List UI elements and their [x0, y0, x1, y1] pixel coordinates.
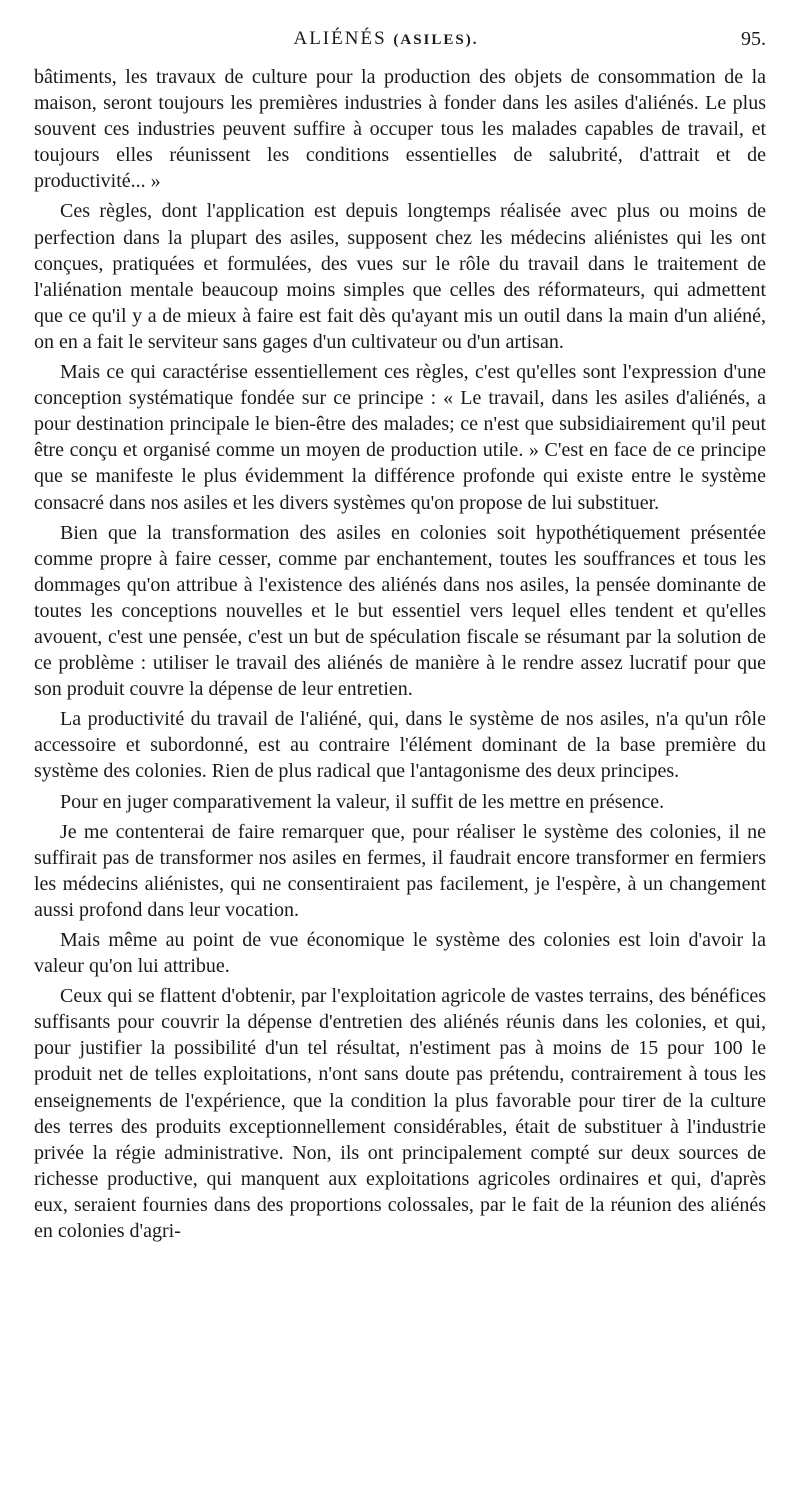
paragraph: Ces règles, dont l'application est depuis longtemps réalisée avec plus ou moins de perfection dans la plupart des asiles, supposent chez les médecins aliénistes qui les ont conçues, pratiquées et formulées, des vues sur le rôle du travail dans le traitement de l'aliénation mentale beaucoup moins simples que celles des réformateurs, qui admettent que ce qu'il y a de mieux à faire est fait dès qu'ayant mis un outil dans la main d'un aliéné, on en a fait le serviteur sans gages d'un cultivateur ou d'un artisan. [34, 200, 766, 353]
body-text [34, 64, 766, 1244]
paragraph: La productivité du travail de l'aliéné, qui, dans le système de nos asiles, n'a qu'un rôle accessoire et subordonné, est au contraire l'élément dominant de la base première du système des colonies. Rien de plus radical que l'antagonisme des deux principes. [34, 708, 766, 783]
paragraph: Ceux qui se flattent d'obtenir, par l'exploitation agricole de vastes terrains, des bénéfices suffisants pour couvrir la dépense d'entretien des aliénés réunis dans les colonies, et qui, pour justifier la possibilité d'un tel résultat, n'estiment pas à moins de 15 pour 100 le produit net de telles exploitations, n'ont sans doute pas prétendu, contrairement à tous les enseignements de l'expérience, que la condition la plus favorable pour tirer de la culture des terres des produits exceptionnellement considérables, était de substituer à l'industrie privée la régie administrative. Non, ils ont principalement compté sur deux sources de richesse productive, qui manquent aux exploitations agricoles ordinaires et qui, d'après eux, seraient fournies dans des proportions colossales, par le fait de la réunion des aliénés en colonies d'agri- [34, 985, 766, 1243]
running-title-main: ALIÉNÉS [293, 28, 387, 49]
running-title-subtitle: (ASILES). [393, 32, 479, 48]
paragraph: Je me contenterai de faire remarquer que, pour réaliser le système des colonies, il ne suffirait pas de transformer nos asiles en fermes, il faudrait encore transformer en fermiers les médecins aliénistes, qui ne consentiraient pas facilement, je l'espère, à un changement aussi profond dans leur vocation. [34, 820, 766, 921]
running-head [34, 0, 766, 50]
paragraph: bâtiments, les travaux de culture pour la production des objets de consommation de la maison, seront toujours les premières industries à fonder dans les asiles d'aliénés. Le plus souvent ces industries peuvent suffire à occuper tous les malades capables de travail, et toujours elles réunissent les conditions essentielles de salubrité, d'attrait et de productivité... » [34, 66, 766, 193]
paragraph: Bien que la transformation des asiles en colonies soit hypothétiquement présentée comme propre à faire cesser, comme par enchantement, toutes les souffrances et tous les dommages qu'on attribue à l'existence des aliénés dans nos asiles, la pensée dominante de toutes les conceptions nouvelles et le but essentiel vers lequel elles tendent et qu'elles avouent, c'est une pensée, c'est un but de spéculation fiscale se résumant par la solution de ce problème : utiliser le travail des aliénés de manière à le rendre assez lucratif pour que son produit couvre la dépense de leur entretien. [34, 521, 766, 701]
running-title [20, 28, 752, 50]
page-number: 95. [741, 28, 766, 50]
paragraph: Mais ce qui caractérise essentiellement ces règles, c'est qu'elles sont l'expression d'une conception systématique fondée sur ce principe : « Le travail, dans les asiles d'aliénés, a pour destination principale le bien-être des malades; ce n'est que subsidiairement qu'il peut être conçu et organisé comme un moyen de production utile. » C'est en face de ce principe que se manifeste le plus évidemment la différence profonde qui existe entre le système consacré dans nos asiles et les divers systèmes qu'on propose de lui substituer. [34, 361, 766, 514]
paragraph: Mais même au point de vue économique le système des colonies est loin d'avoir la valeur qu'on lui attribue. [34, 929, 766, 978]
paragraph: Pour en juger comparativement la valeur, il suffit de les mettre en présence. [60, 790, 665, 813]
page [34, 0, 766, 1248]
